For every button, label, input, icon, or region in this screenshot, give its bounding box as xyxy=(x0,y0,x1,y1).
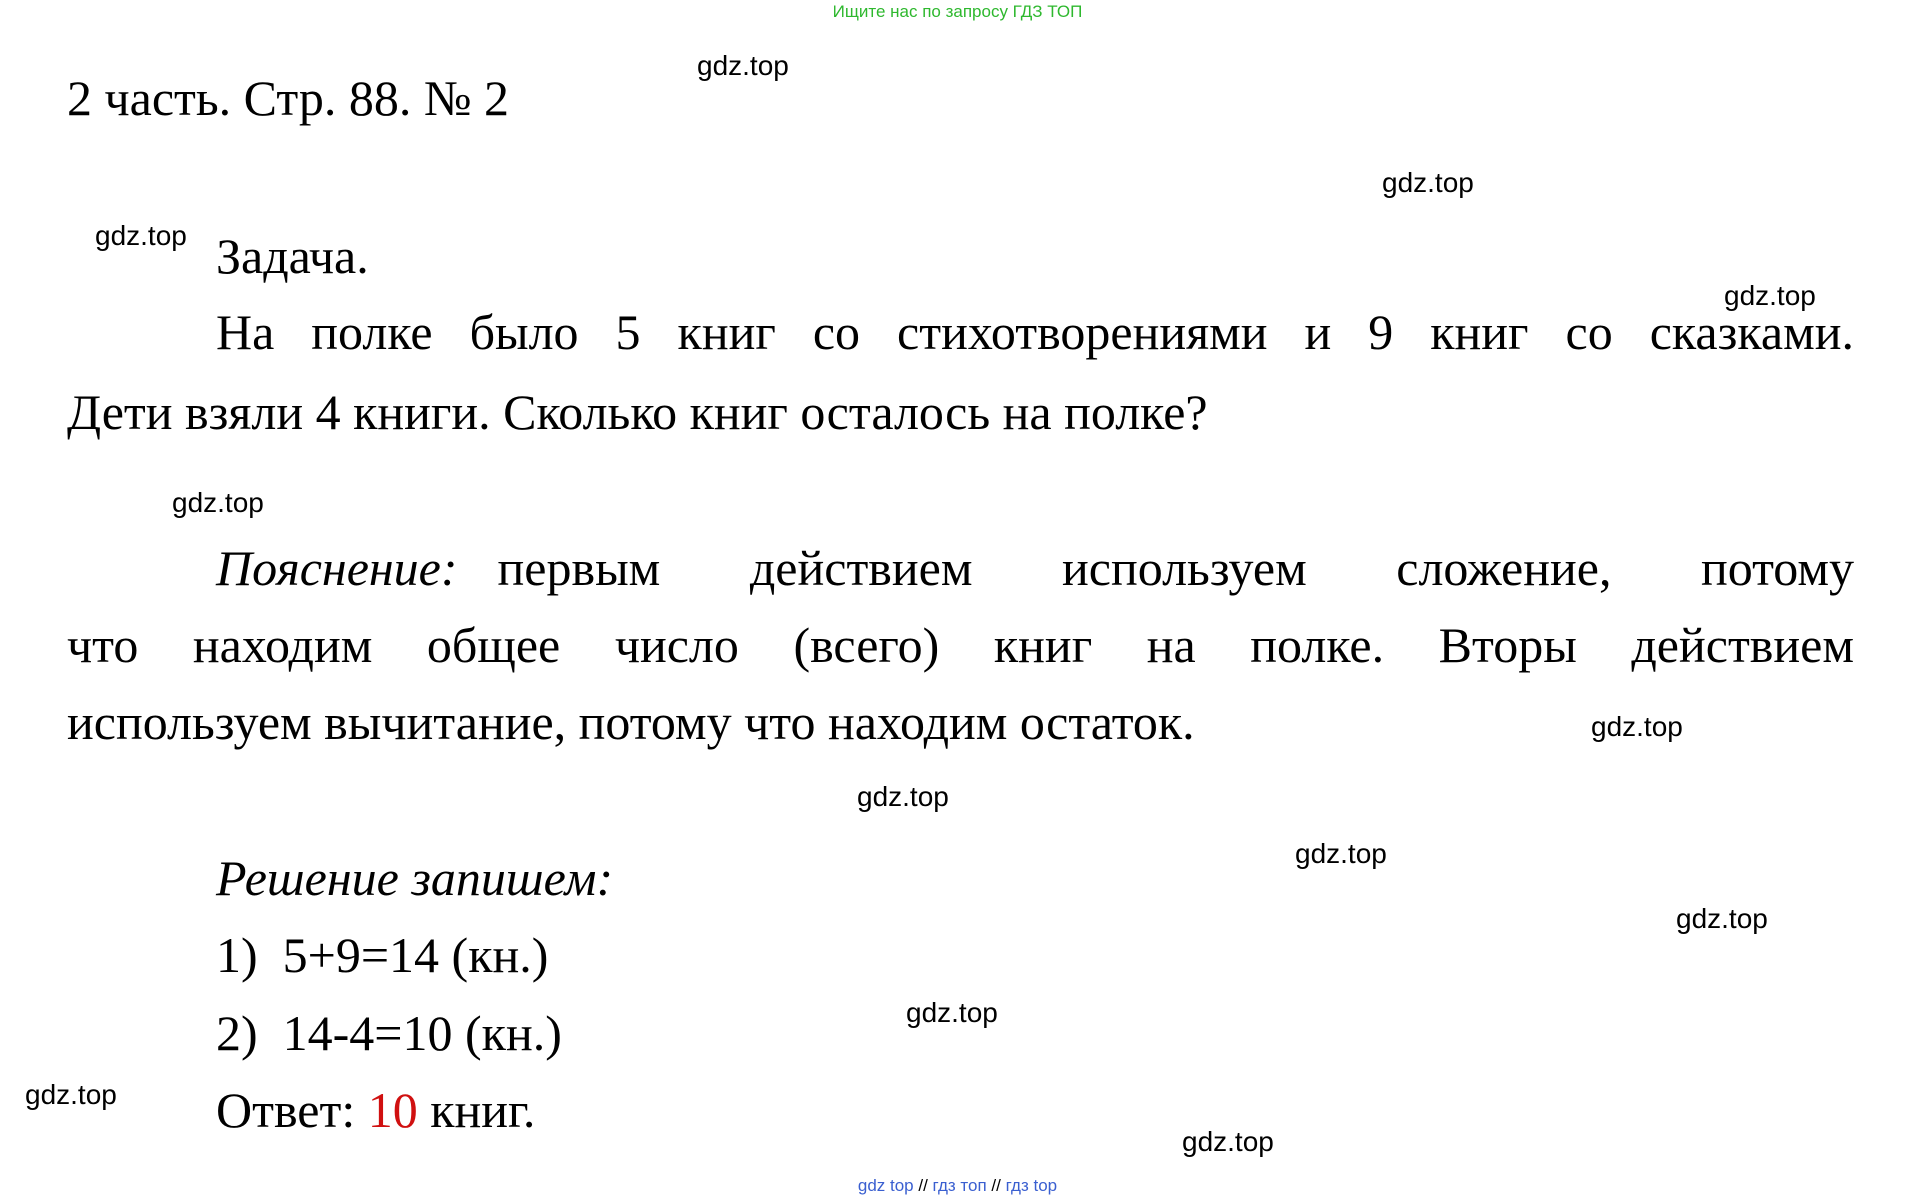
watermark: gdz.top xyxy=(857,781,949,812)
solution-label: Решение запишем: xyxy=(216,850,614,906)
task-line-2: Дети взяли 4 книги. Сколько книг осталось на полке? xyxy=(67,384,1208,440)
bottom-link-gdz-top-mixed[interactable]: гдз top xyxy=(1005,1176,1058,1195)
explanation-label: Пояснение: xyxy=(216,540,458,596)
page-title: 2 часть. Стр. 88. № 2 xyxy=(67,70,510,126)
solution-step-2: 2) 14-4=10 (кн.) xyxy=(216,1005,562,1061)
bottom-link-gdz-top-ru[interactable]: гдз топ xyxy=(932,1176,987,1195)
answer-suffix: книг. xyxy=(417,1082,536,1138)
explanation-line-1 xyxy=(216,538,1854,598)
watermark: gdz.top xyxy=(1676,903,1768,934)
bottom-separator: // xyxy=(991,1176,1001,1195)
watermark: gdz.top xyxy=(1724,280,1816,311)
bottom-banner[interactable] xyxy=(0,1176,1915,1196)
watermark: gdz.top xyxy=(1382,167,1474,198)
explanation-line-2: что находим общее число (всего) книг на полке. Вторы действием xyxy=(67,617,1854,673)
watermark: gdz.top xyxy=(1295,838,1387,869)
answer-value: 10 xyxy=(367,1082,418,1138)
watermark: gdz.top xyxy=(25,1079,117,1110)
explanation-line-3: используем вычитание, потому что находим остаток. xyxy=(67,694,1195,750)
answer-prefix: Ответ: xyxy=(216,1082,368,1138)
top-banner[interactable]: Ищите нас по запросу ГДЗ ТОП xyxy=(832,2,1083,21)
watermark: gdz.top xyxy=(1182,1126,1274,1157)
explanation-line-1-text: первым действием используем сложение, потому xyxy=(497,540,1854,596)
bottom-link-gdz-top[interactable]: gdz top xyxy=(857,1176,914,1195)
task-line-1: На полке было 5 книг со стихотворениями и 9 книг со сказками. xyxy=(216,304,1854,360)
answer xyxy=(216,1080,535,1140)
bottom-separator: // xyxy=(918,1176,928,1195)
watermark: gdz.top xyxy=(906,997,998,1028)
task-title: Задача. xyxy=(216,228,369,284)
watermark: gdz.top xyxy=(172,487,264,518)
watermark: gdz.top xyxy=(95,220,187,251)
watermark: gdz.top xyxy=(1591,711,1683,742)
watermark: gdz.top xyxy=(697,50,789,81)
solution-step-1: 1) 5+9=14 (кн.) xyxy=(216,927,549,983)
